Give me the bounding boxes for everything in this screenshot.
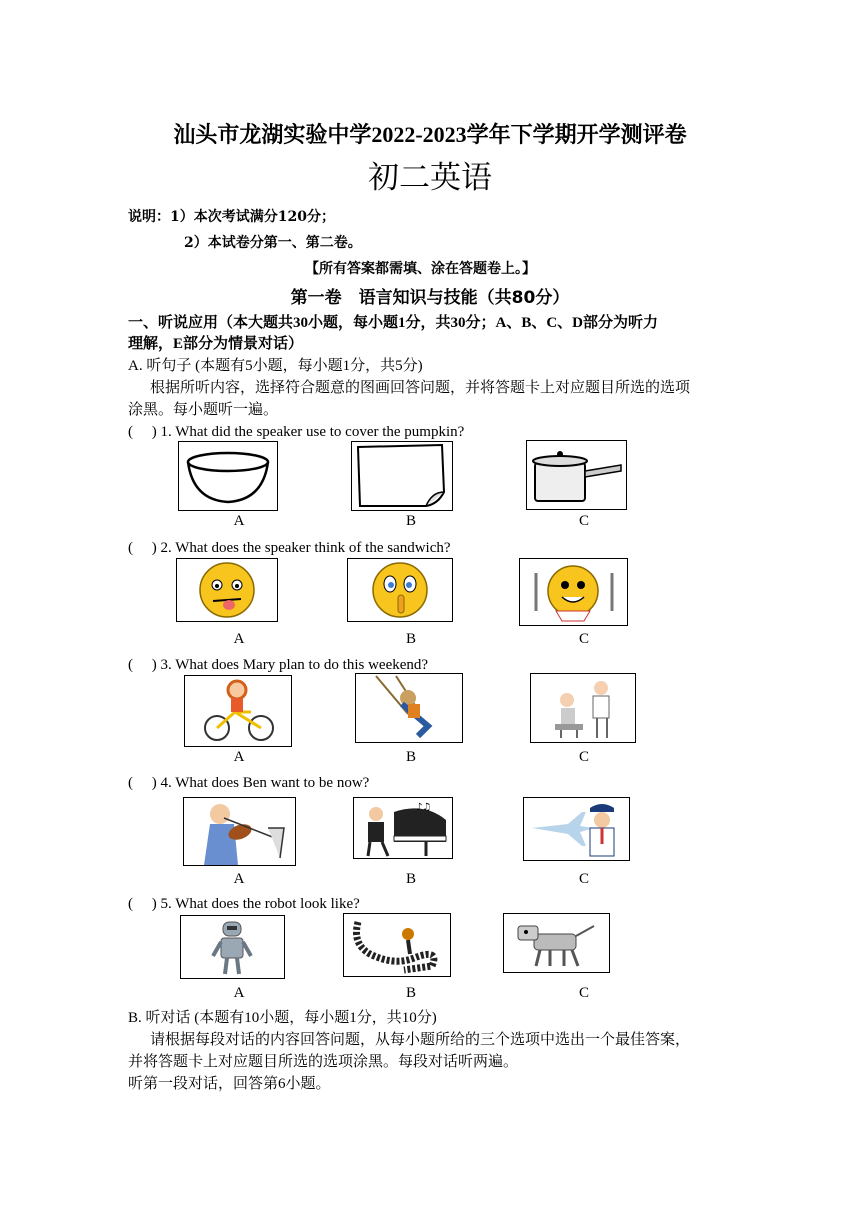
swinging-icon[interactable] <box>355 673 463 743</box>
humanoid-robot-icon[interactable] <box>180 915 285 979</box>
note-line-1: 说明：1）本次考试满分120分； <box>128 209 335 225</box>
section-a-instruction-line1: 根据所听内容，选择符合题意的图画回答问题，并将答题卡上对应题目所选的选项 <box>150 380 691 396</box>
q5-option-c: C <box>578 985 589 1001</box>
snake-robot-icon[interactable] <box>343 913 451 977</box>
pianist-icon[interactable] <box>353 797 453 859</box>
hungry-face-icon[interactable] <box>519 558 628 626</box>
pilot-icon[interactable] <box>523 797 630 861</box>
svg-text:♪♫: ♪♫ <box>416 802 432 813</box>
bowl-icon[interactable] <box>178 441 278 511</box>
q1-option-a: A <box>233 513 245 529</box>
section-a-instruction-line2: 涂黑。每小题听一遍。 <box>128 402 279 418</box>
q4-option-c: C <box>578 871 589 887</box>
section-b-title: B. 听对话 (本题有10小题，每小题1分，共10分) <box>128 1010 437 1026</box>
question-3: ( ) 3. What does Mary plan to do this weekend? <box>128 657 429 673</box>
q5-option-a: A <box>233 985 245 1001</box>
volume-title: 第一卷 语言知识与技能（共80分） <box>290 288 570 308</box>
q2-option-a: A <box>233 631 245 647</box>
q3-option-a: A <box>233 749 245 765</box>
quiet-face-icon[interactable] <box>347 558 453 622</box>
q4-option-a: A <box>233 871 245 887</box>
violinist-icon[interactable] <box>183 797 296 866</box>
dog-robot-icon[interactable] <box>503 913 610 973</box>
yucky-face-icon[interactable] <box>176 558 278 622</box>
question-5: ( ) 5. What does the robot look like? <box>128 896 360 912</box>
part1-heading-line2: 理解，E部分为情景对话） <box>128 336 304 352</box>
note-line-2: 2）本试卷分第一、第二卷。 <box>184 235 362 251</box>
section-b-instruction-line2: 并将答题卡上对应题目所选的选项涂黑。每段对话听两遍。 <box>128 1054 519 1070</box>
dentist-icon[interactable] <box>530 673 636 743</box>
note-line-3: 【所有答案都需填、涂在答题卷上。】 <box>305 261 536 277</box>
section-b-instruction-line1: 请根据每段对话的内容回答问题，从每小题所给的三个选项中选出一个最佳答案， <box>150 1032 691 1048</box>
paper-icon[interactable] <box>351 441 453 511</box>
question-2: ( ) 2. What does the speaker think of the sandwich? <box>128 540 451 556</box>
q3-option-c: C <box>578 749 589 765</box>
q5-option-b: B <box>405 985 416 1001</box>
q1-option-b: B <box>405 513 416 529</box>
q1-option-c: C <box>578 513 589 529</box>
q2-option-b: B <box>405 631 416 647</box>
first-dialog-instruction: 听第一段对话，回答第6小题。 <box>128 1076 331 1092</box>
part1-heading-line1: 一、听说应用（本大题共30小题，每小题1分，共30分；A、B、C、D部分为听力 <box>128 315 659 331</box>
question-4: ( ) 4. What does Ben want to be now? <box>128 775 370 791</box>
q3-option-b: B <box>405 749 416 765</box>
school-title: 汕头市龙湖实验中学2022-2023学年下学期开学测评卷 <box>173 122 687 147</box>
question-1: ( ) 1. What did the speaker use to cover the pumpkin? <box>128 424 465 440</box>
q2-option-c: C <box>578 631 589 647</box>
bike-riding-icon[interactable] <box>184 675 292 747</box>
pot-icon[interactable] <box>526 440 627 510</box>
subject-title: 初二英语 <box>368 160 492 196</box>
section-a-title: A. 听句子 (本题有5小题，每小题1分，共5分) <box>128 358 423 374</box>
q4-option-b: B <box>405 871 416 887</box>
